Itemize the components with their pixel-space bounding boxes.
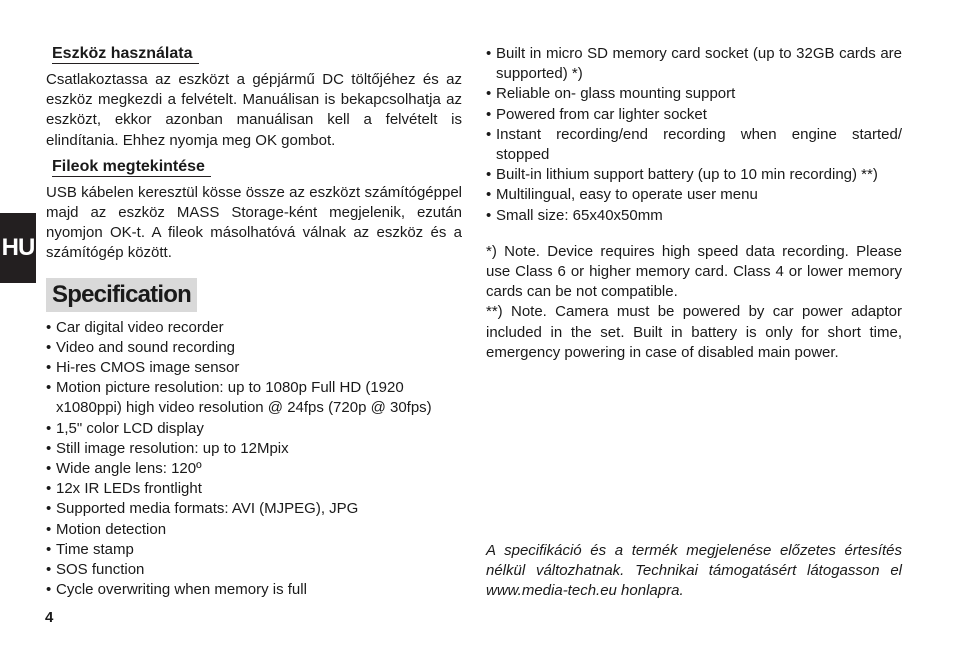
spec-list-right — [486, 44, 902, 226]
files-heading: Fileok megtekintése — [52, 157, 211, 177]
usage-paragraph: Csatlakoztassa az eszközt a gépjármű DC töltőjéhez és az eszköz megkezdi a felvételt. Manuálisan is bekapcsolhatja az eszközt, ekkor azonban manuálisan kell a felvételt is elindítania. Ehhez nyomja meg OK gombot. — [46, 71, 462, 149]
list-item: • Time stamp — [46, 540, 462, 560]
list-item: • Reliable on- glass mounting support — [486, 84, 902, 104]
list-item: • Built-in lithium support battery (up to 10 min recording) **) — [486, 165, 902, 185]
list-item: • Instant recording/end recording when engine started/ stopped — [486, 125, 902, 165]
note-memory-card: *) Note. Device requires high speed data recording. Please use Class 6 or higher memory card. Class 4 or lower memory cards can be not compatible. — [486, 242, 902, 301]
list-item: • Small size: 65x40x50mm — [486, 206, 902, 226]
list-item: • Motion detection — [46, 520, 462, 540]
language-code: HU — [1, 234, 35, 261]
list-item: • Supported media formats: AVI (MJPEG), JPG — [46, 499, 462, 519]
list-item: • Built in micro SD memory card socket (up to 32GB cards are supported) *) — [486, 44, 902, 84]
specification-heading: Specification — [46, 278, 197, 312]
list-item: • SOS function — [46, 560, 462, 580]
list-item: • Multilingual, easy to operate user menu — [486, 185, 902, 205]
page-number: 4 — [45, 609, 54, 626]
usage-heading: Eszköz használata — [52, 44, 199, 64]
list-item: • Still image resolution: up to 12Mpix — [46, 439, 462, 459]
files-paragraph: USB kábelen keresztül kösse össze az eszközt számítógéppel majd az eszköz MASS Storage-ként megjelenik, ezután nyomjon OK-t. A fileok másolhatóvá válnak az eszköz és a számítógép között. — [46, 183, 462, 262]
list-item: • Cycle overwriting when memory is full — [46, 580, 462, 600]
right-column — [486, 44, 902, 363]
language-tab — [0, 213, 36, 283]
list-item: • Video and sound recording — [46, 338, 462, 358]
list-item: • Hi-res CMOS image sensor — [46, 358, 462, 378]
note-power: **) Note. Camera must be powered by car power adaptor included in the set. Built in battery is only for short time, emergency powering in case of disabled main power. — [486, 303, 902, 361]
list-item: • Wide angle lens: 120º — [46, 459, 462, 479]
list-item: • 12x IR LEDs frontlight — [46, 479, 462, 499]
list-item: • Powered from car lighter socket — [486, 105, 902, 125]
list-item: • Car digital video recorder — [46, 318, 462, 338]
list-item: • Motion picture resolution: up to 1080p Full HD (1920 x1080ppi) high video resolution @ 24fps (720p @ 30fps) — [46, 378, 462, 418]
left-column — [46, 44, 462, 600]
spec-list-left — [46, 318, 462, 601]
disclaimer-note: A specifikáció és a termék megjelenése előzetes értesítés nélkül változhatnak. Technikai támogatásért látogasson el www.media-tech.eu honlapra. — [486, 542, 902, 600]
list-item: • 1,5" color LCD display — [46, 419, 462, 439]
notes — [486, 242, 902, 363]
